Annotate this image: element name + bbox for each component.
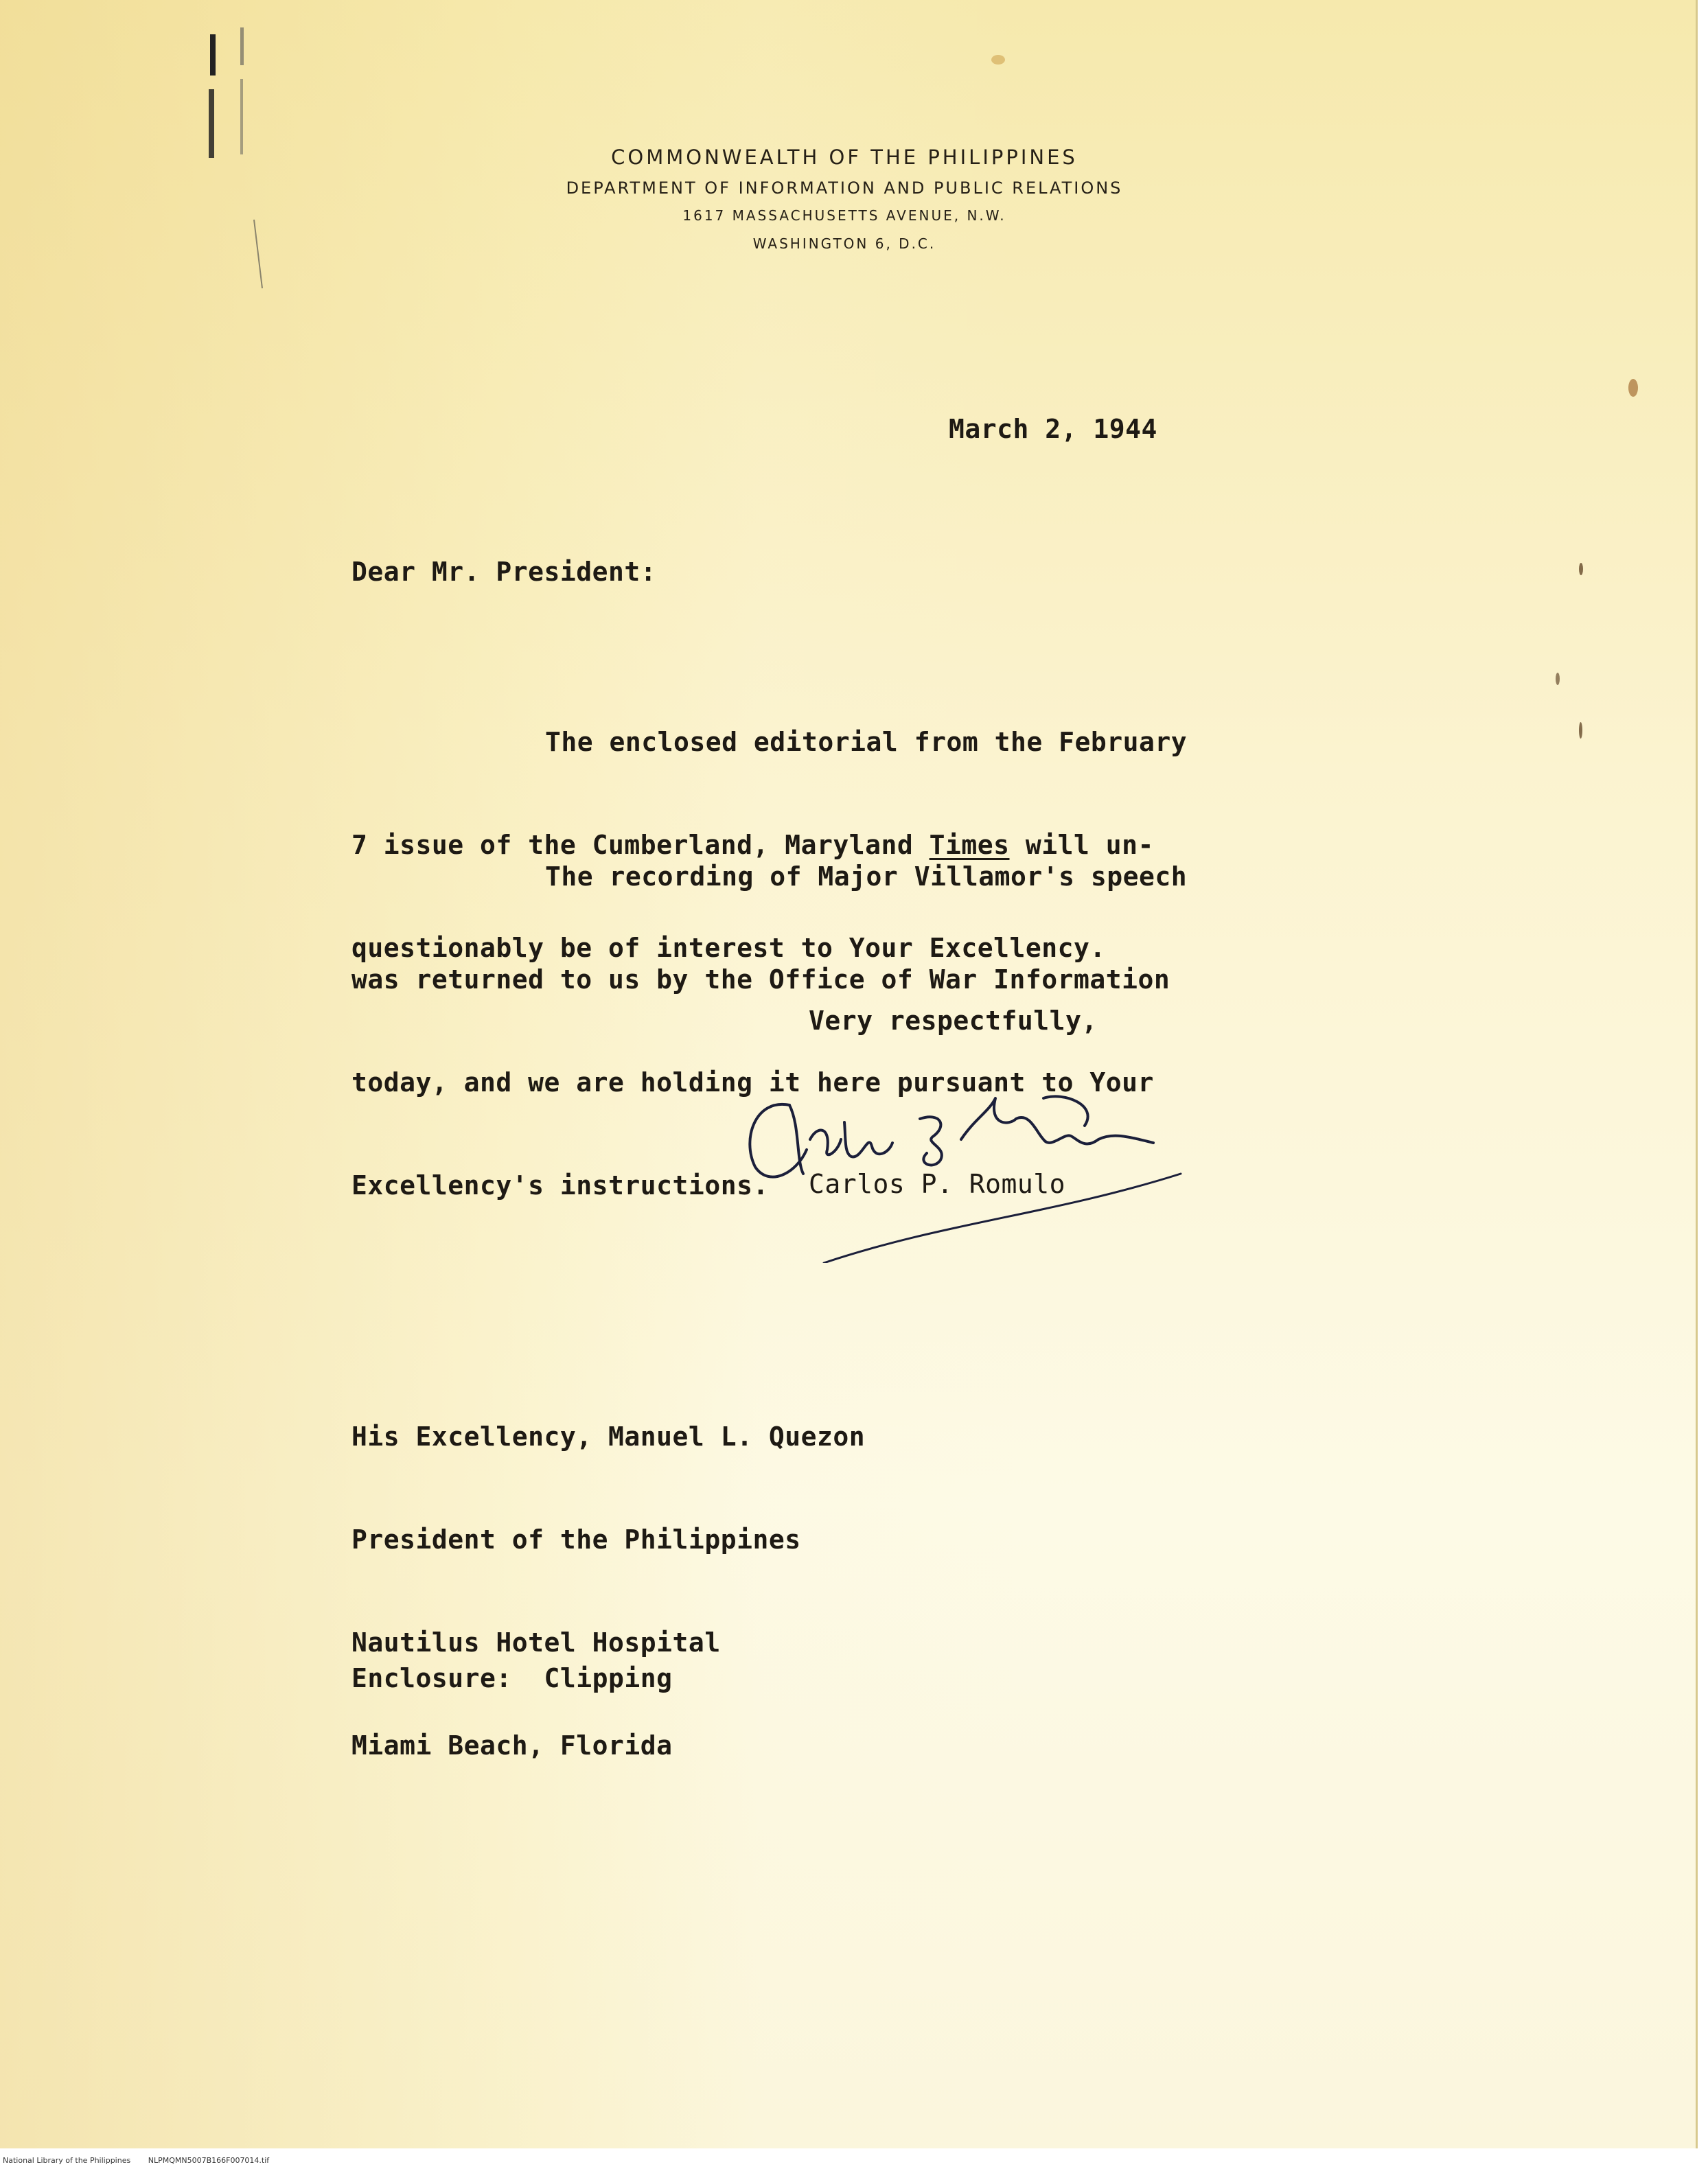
letterhead-line1: COMMONWEALTH OF THE PHILIPPINES (611, 146, 1078, 169)
newspaper-title: Times (929, 830, 1010, 860)
footer-library: National Library of the Philippines (3, 2156, 131, 2165)
paragraph-1-line-1: The enclosed editorial from the February (545, 727, 1188, 757)
paragraph-2-line-4: Excellency's instructions. (351, 1170, 769, 1201)
paragraph-2-line-2: was returned to us by the Office of War Information (351, 964, 1170, 995)
footer-file-id: NLPMQMN5007B166F007014.tif (148, 2156, 270, 2165)
paragraph-1-text-a: 7 issue of the Cumberland, Maryland (351, 830, 930, 860)
letterhead-address: 1617 MASSACHUSETTS AVENUE, N.W. (682, 207, 1006, 224)
paragraph-2-line-1: The recording of Major Villamor's speech (545, 861, 1188, 892)
paper-stain (1628, 379, 1638, 397)
salutation: Dear Mr. President: (351, 557, 657, 587)
letter-date: March 2, 1944 (949, 414, 1157, 444)
addressee-line-4: Miami Beach, Florida (351, 1730, 673, 1761)
paragraph-1-text-b: will un- (1009, 830, 1154, 860)
letterhead-line2: DEPARTMENT OF INFORMATION AND PUBLIC RELATIONS (566, 178, 1123, 198)
staple-marks (185, 14, 281, 302)
enclosure-note: Enclosure: Clipping (351, 1663, 673, 1693)
typed-signature-name: Carlos P. Romulo (809, 1169, 1066, 1199)
addressee-block (351, 1351, 865, 1831)
scan-footer (0, 2152, 1708, 2169)
paragraph-1-line-3: questionably be of interest to Your Excellency. (351, 933, 1106, 963)
paragraph-2-line-3: today, and we are holding it here pursuant to Your (351, 1067, 1154, 1098)
paper-stain (1556, 673, 1560, 685)
closing: Very respectfully, (809, 1006, 1098, 1036)
paper-stain (1579, 722, 1582, 739)
paper-stain (1579, 563, 1583, 575)
paper-stain (991, 55, 1005, 65)
letterhead-city: WASHINGTON 6, D.C. (752, 235, 936, 252)
addressee-line-1: His Excellency, Manuel L. Quezon (351, 1422, 866, 1452)
addressee-line-3: Nautilus Hotel Hospital (351, 1627, 721, 1658)
addressee-line-2: President of the Philippines (351, 1524, 801, 1555)
